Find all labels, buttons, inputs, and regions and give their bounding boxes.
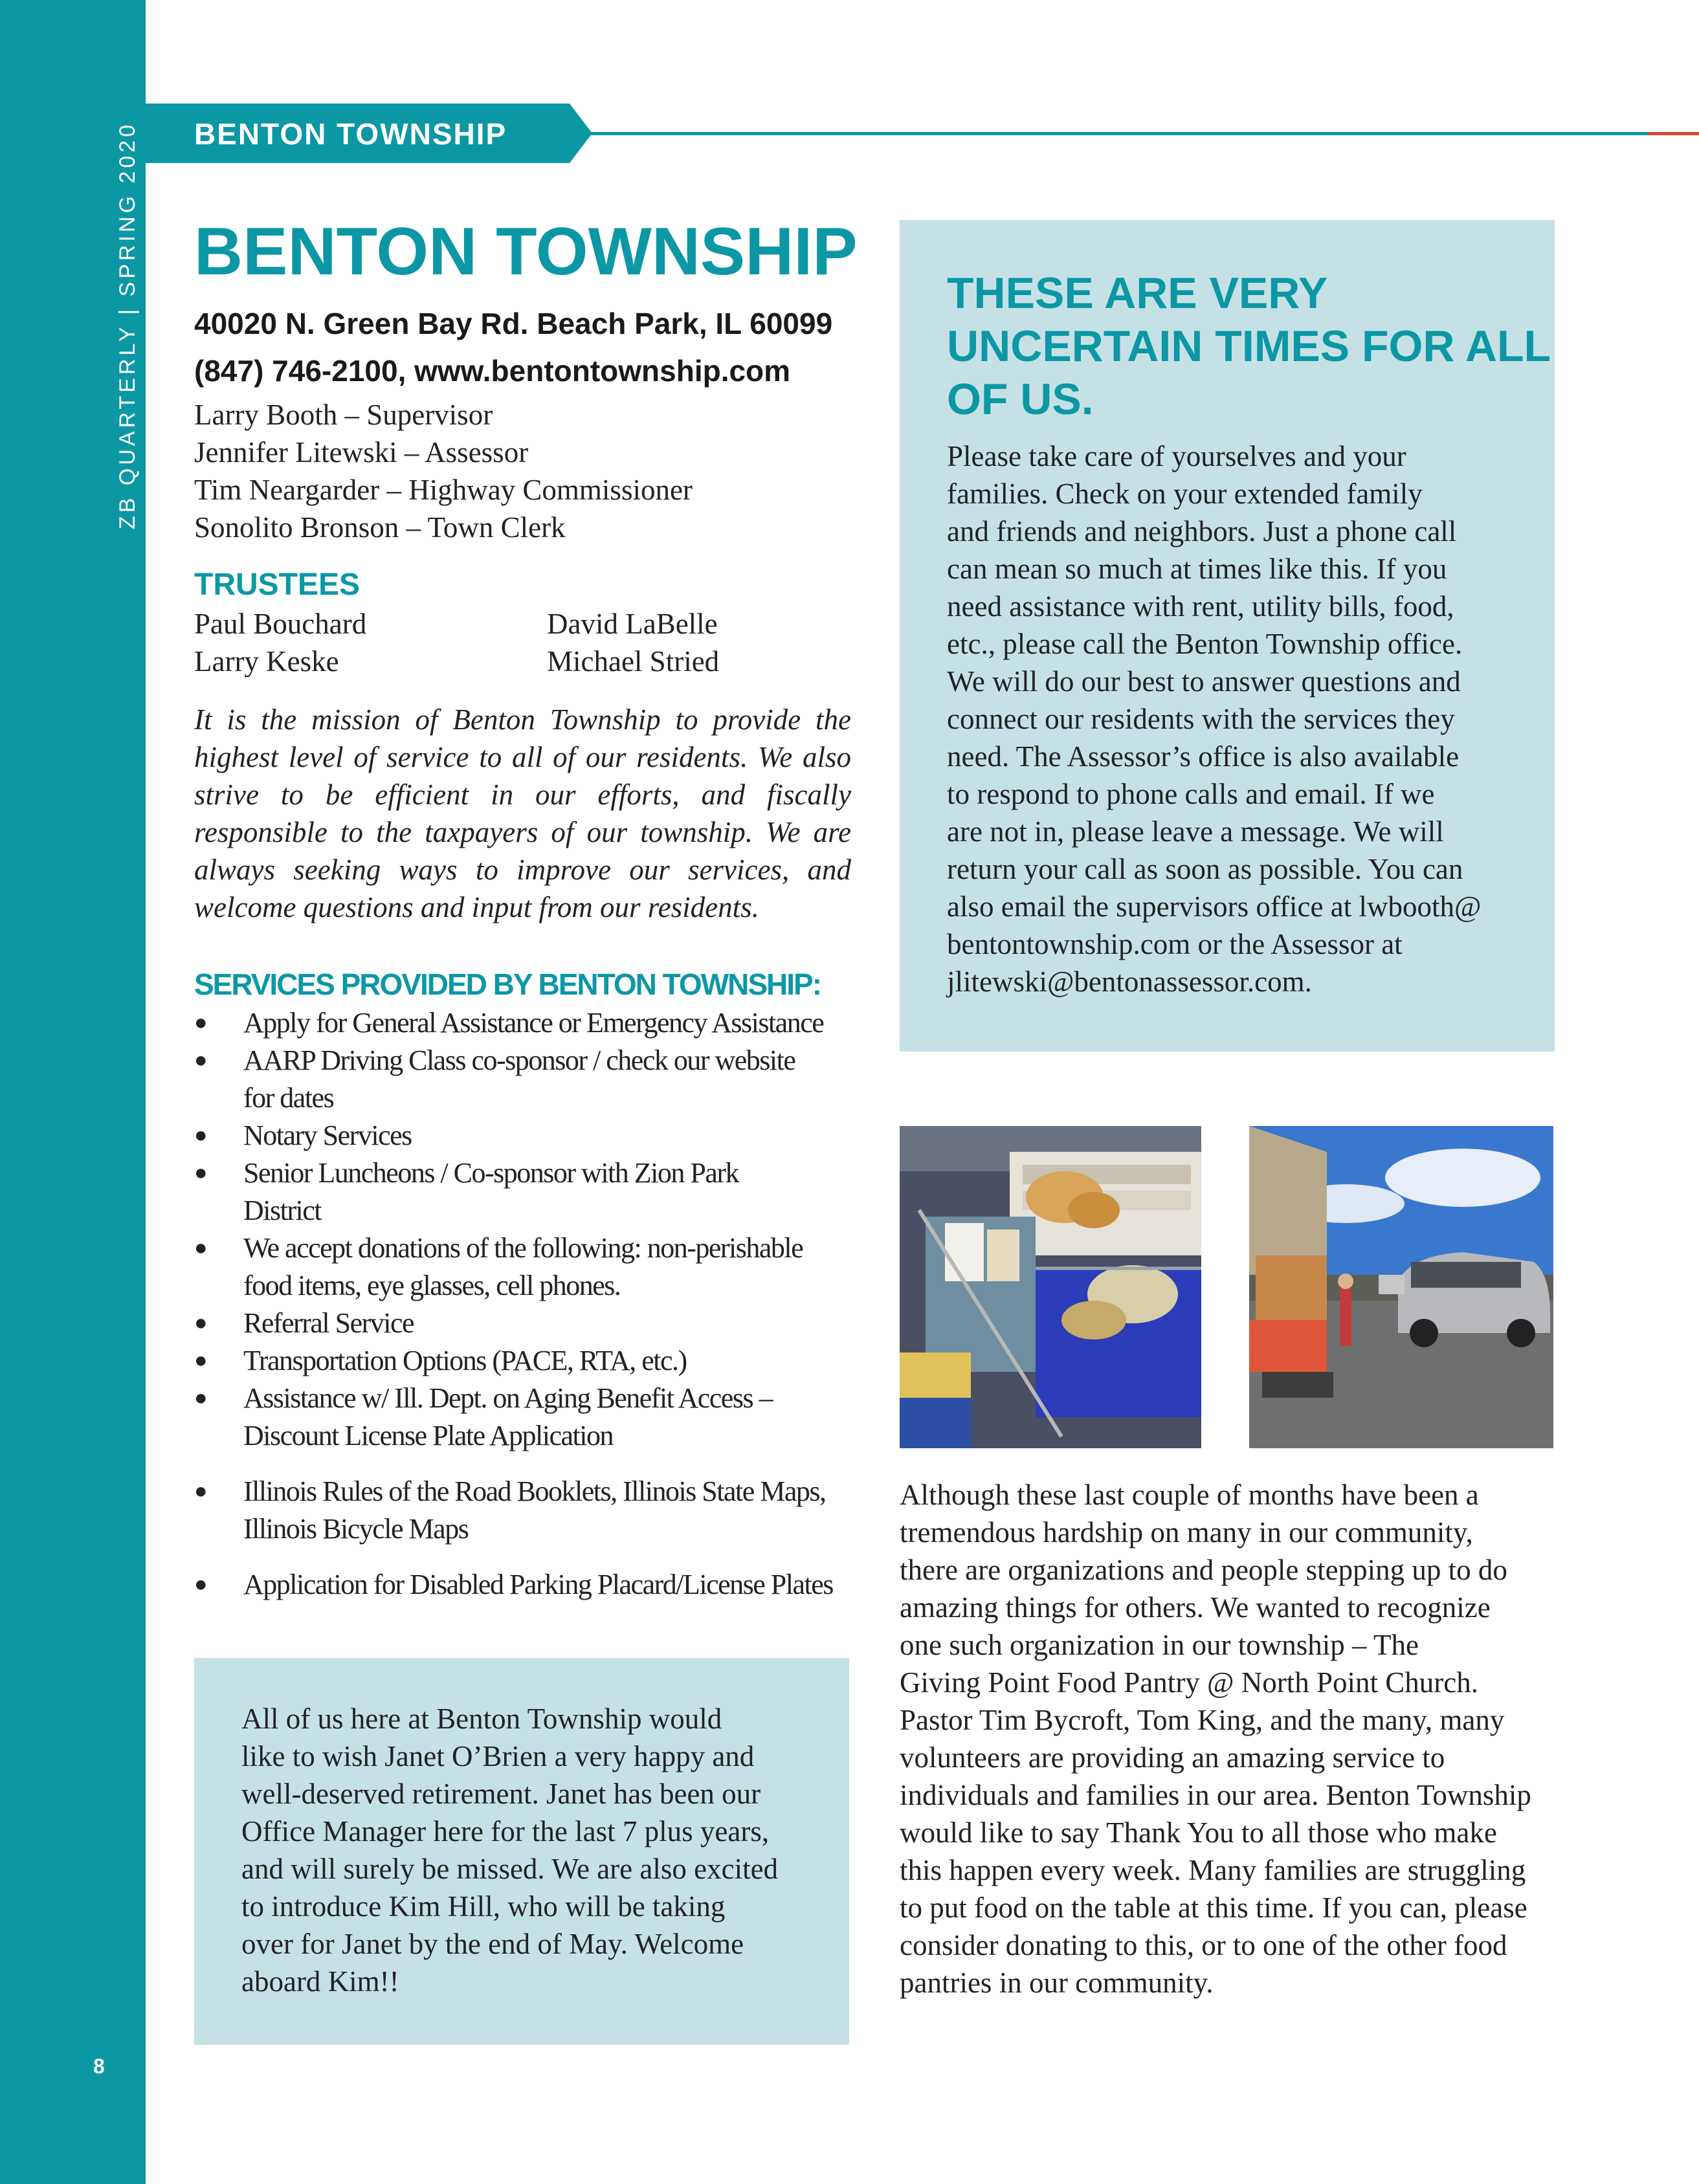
callout-body: Please take care of yourselves and your families. Check on your extended family and friends and neighbors. Just a phone call can mean so much at times like this. If you need assistance with rent, utility bills, food, etc., please call the Benton Township office. We will do our best to answer questions and connect our residents with the services they need. The Assessor’s office is also available to respond to phone calls and email. If we are not in, please leave a message. We will return your call as soon as possible. You can also email the supervisors office at lwbooth@ bentontownship.com or the Assessor at jlitewski@bentonassessor.com.	[947, 440, 1482, 998]
bullet-icon: ●	[194, 1311, 207, 1335]
callout-title: THESE ARE VERY UNCERTAIN TIMES FOR ALL OF US.	[947, 269, 1551, 424]
bullet-icon: ●	[194, 1011, 207, 1035]
service-item: ● Illinois Rules of the Road Booklets, Illinois State Maps, Illinois Bicycle Maps	[194, 1473, 854, 1548]
official-item: Jennifer Litewski – Assessor	[194, 436, 529, 469]
officials-list	[194, 396, 693, 546]
service-item: ● Senior Luncheons / Co-sponsor with Zion Park District	[194, 1154, 854, 1230]
trustees-list	[194, 605, 720, 680]
retirement-note: All of us here at Benton Township would like to wish Janet O’Brien a very happy and well-deserved retirement. Janet has been our Office Manager here for the last 7 plus years, and will surely be missed. We are also excited to introduce Kim Hill, who will be taking over for Janet by the end of May. Welcome aboard Kim!!	[241, 1703, 779, 1998]
service-item: ● Referral Service	[194, 1305, 854, 1342]
services-heading: SERVICES PROVIDED BY BENTON TOWNSHIP:	[194, 967, 821, 1001]
service-item: ● We accept donations of the following: non-perishable food items, eye glasses, cell phones.	[194, 1230, 854, 1305]
bullet-icon: ●	[194, 1349, 207, 1373]
bullet-icon: ●	[194, 1048, 207, 1072]
publication-label: ZB QUARTERLY | SPRING 2020	[115, 121, 140, 529]
section-label: BENTON TOWNSHIP	[194, 117, 507, 151]
page-title: BENTON TOWNSHIP	[194, 214, 858, 289]
bullet-icon: ●	[194, 1572, 207, 1596]
trustee-item: David LaBelle	[547, 608, 718, 640]
official-item: Larry Booth – Supervisor	[194, 399, 493, 431]
official-item: Sonolito Bronson – Town Clerk	[194, 511, 566, 544]
food-pantry-article: Although these last couple of months have been a tremendous hardship on many in our community, there are organizations and people stepping up to do amazing things for others. We wanted to recognize one such organization in our township – The Giving Point Food Pantry @ North Point Church. Pastor Tim Bycroft, Tom King, and the many, many volunteers are providing an amazing service to individuals and families in our area. Benton Township would like to say Thank You to all those who make this happen every week. Many families are struggling to put food on the table at this time. If you can, please consider donating to this, or to one of the other food pantries in our community.	[900, 1479, 1531, 1999]
bullet-icon: ●	[194, 1236, 207, 1260]
trustee-item: Larry Keske	[194, 645, 339, 678]
trustee-item: Michael Stried	[547, 645, 720, 678]
address: 40020 N. Green Bay Rd. Beach Park, IL 60099	[194, 307, 833, 340]
official-item: Tim Neargarder – Highway Commissioner	[194, 474, 693, 506]
trustee-item: Paul Bouchard	[194, 608, 367, 640]
service-item: ● Assistance w/ Ill. Dept. on Aging Benefit Access – Discount License Plate Application	[194, 1380, 854, 1455]
service-item: ● Application for Disabled Parking Placard/License Plates	[194, 1566, 854, 1604]
service-item: ● Transportation Options (PACE, RTA, etc.)	[194, 1342, 854, 1380]
bullet-icon: ●	[194, 1161, 207, 1185]
header-rule	[570, 132, 1649, 135]
trustees-heading: TRUSTEES	[194, 568, 361, 602]
page-number: 8	[93, 2055, 105, 2078]
bullet-icon: ●	[194, 1123, 207, 1147]
service-item: ● AARP Driving Class co-sponsor / check our website for dates	[194, 1042, 854, 1117]
contact-info: (847) 746-2100, www.bentontownship.com	[194, 354, 791, 388]
header-rule-accent	[1649, 132, 1699, 135]
bullet-icon: ●	[194, 1479, 207, 1503]
food-pantry-pickup-photo	[1249, 1126, 1553, 1448]
service-item: ● Apply for General Assistance or Emergency Assistance	[194, 1004, 854, 1042]
services-list	[194, 1004, 854, 1604]
service-item: ● Notary Services	[194, 1117, 854, 1154]
food-pantry-cart-photo	[900, 1126, 1201, 1448]
mission-statement: It is the mission of Benton Township to provide the highest level of service to all of our residents. We also strive to be efficient in our efforts, and fiscally responsible to the taxpayers of our township. We are always seeking ways to improve our services, and welcome questions and input from our residents.	[194, 703, 851, 923]
bullet-icon: ●	[194, 1386, 207, 1410]
